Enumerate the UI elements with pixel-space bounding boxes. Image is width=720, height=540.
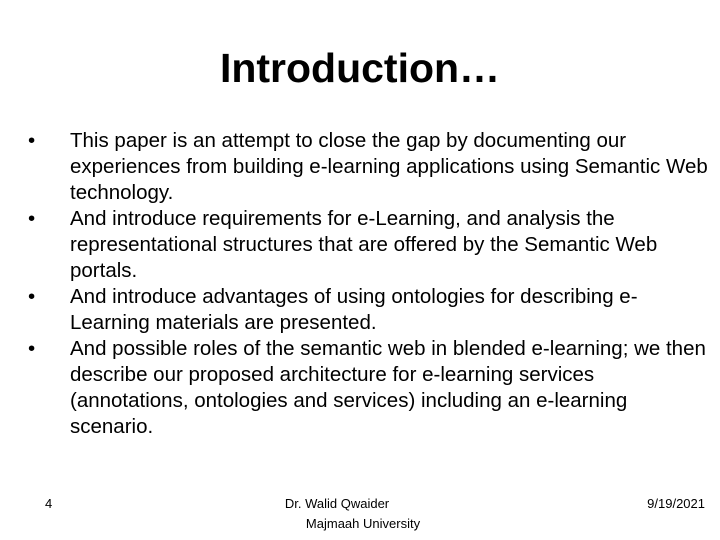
bullet-text: And introduce requirements for e-Learning, and analysis the representational structures that are offered by the Semantic Web portals. xyxy=(70,207,658,282)
bullet-marker: • xyxy=(28,129,36,152)
footer-author: Dr. Walid Qwaider xyxy=(284,496,390,511)
bullet-marker: • xyxy=(28,337,36,360)
bullet-text: And introduce advantages of using ontologies for describing e-Learning materials are presented. xyxy=(70,285,638,334)
bullet-text: And possible roles of the semantic web in blended e-learning; we then describe our proposed architecture for e-learning services (annotations, ontologies and services) including an e-learning scenario. xyxy=(70,337,706,438)
footer-page-number: 4 xyxy=(45,496,53,511)
bullet-list xyxy=(28,128,708,440)
footer-date: 9/19/2021 xyxy=(647,496,705,511)
bullet-marker: • xyxy=(28,285,36,308)
footer-author-block xyxy=(0,494,720,534)
bullet-item xyxy=(28,284,708,336)
footer-institution: Majmaah University xyxy=(305,516,421,531)
bullet-item xyxy=(28,206,708,284)
bullet-item xyxy=(28,336,708,440)
bullet-item xyxy=(28,128,708,206)
bullet-marker: • xyxy=(28,207,36,230)
slide-title: Introduction… xyxy=(219,45,501,91)
bullet-text: This paper is an attempt to close the gap by documenting our experiences from building e-learning applications using Semantic Web technology. xyxy=(70,129,708,204)
